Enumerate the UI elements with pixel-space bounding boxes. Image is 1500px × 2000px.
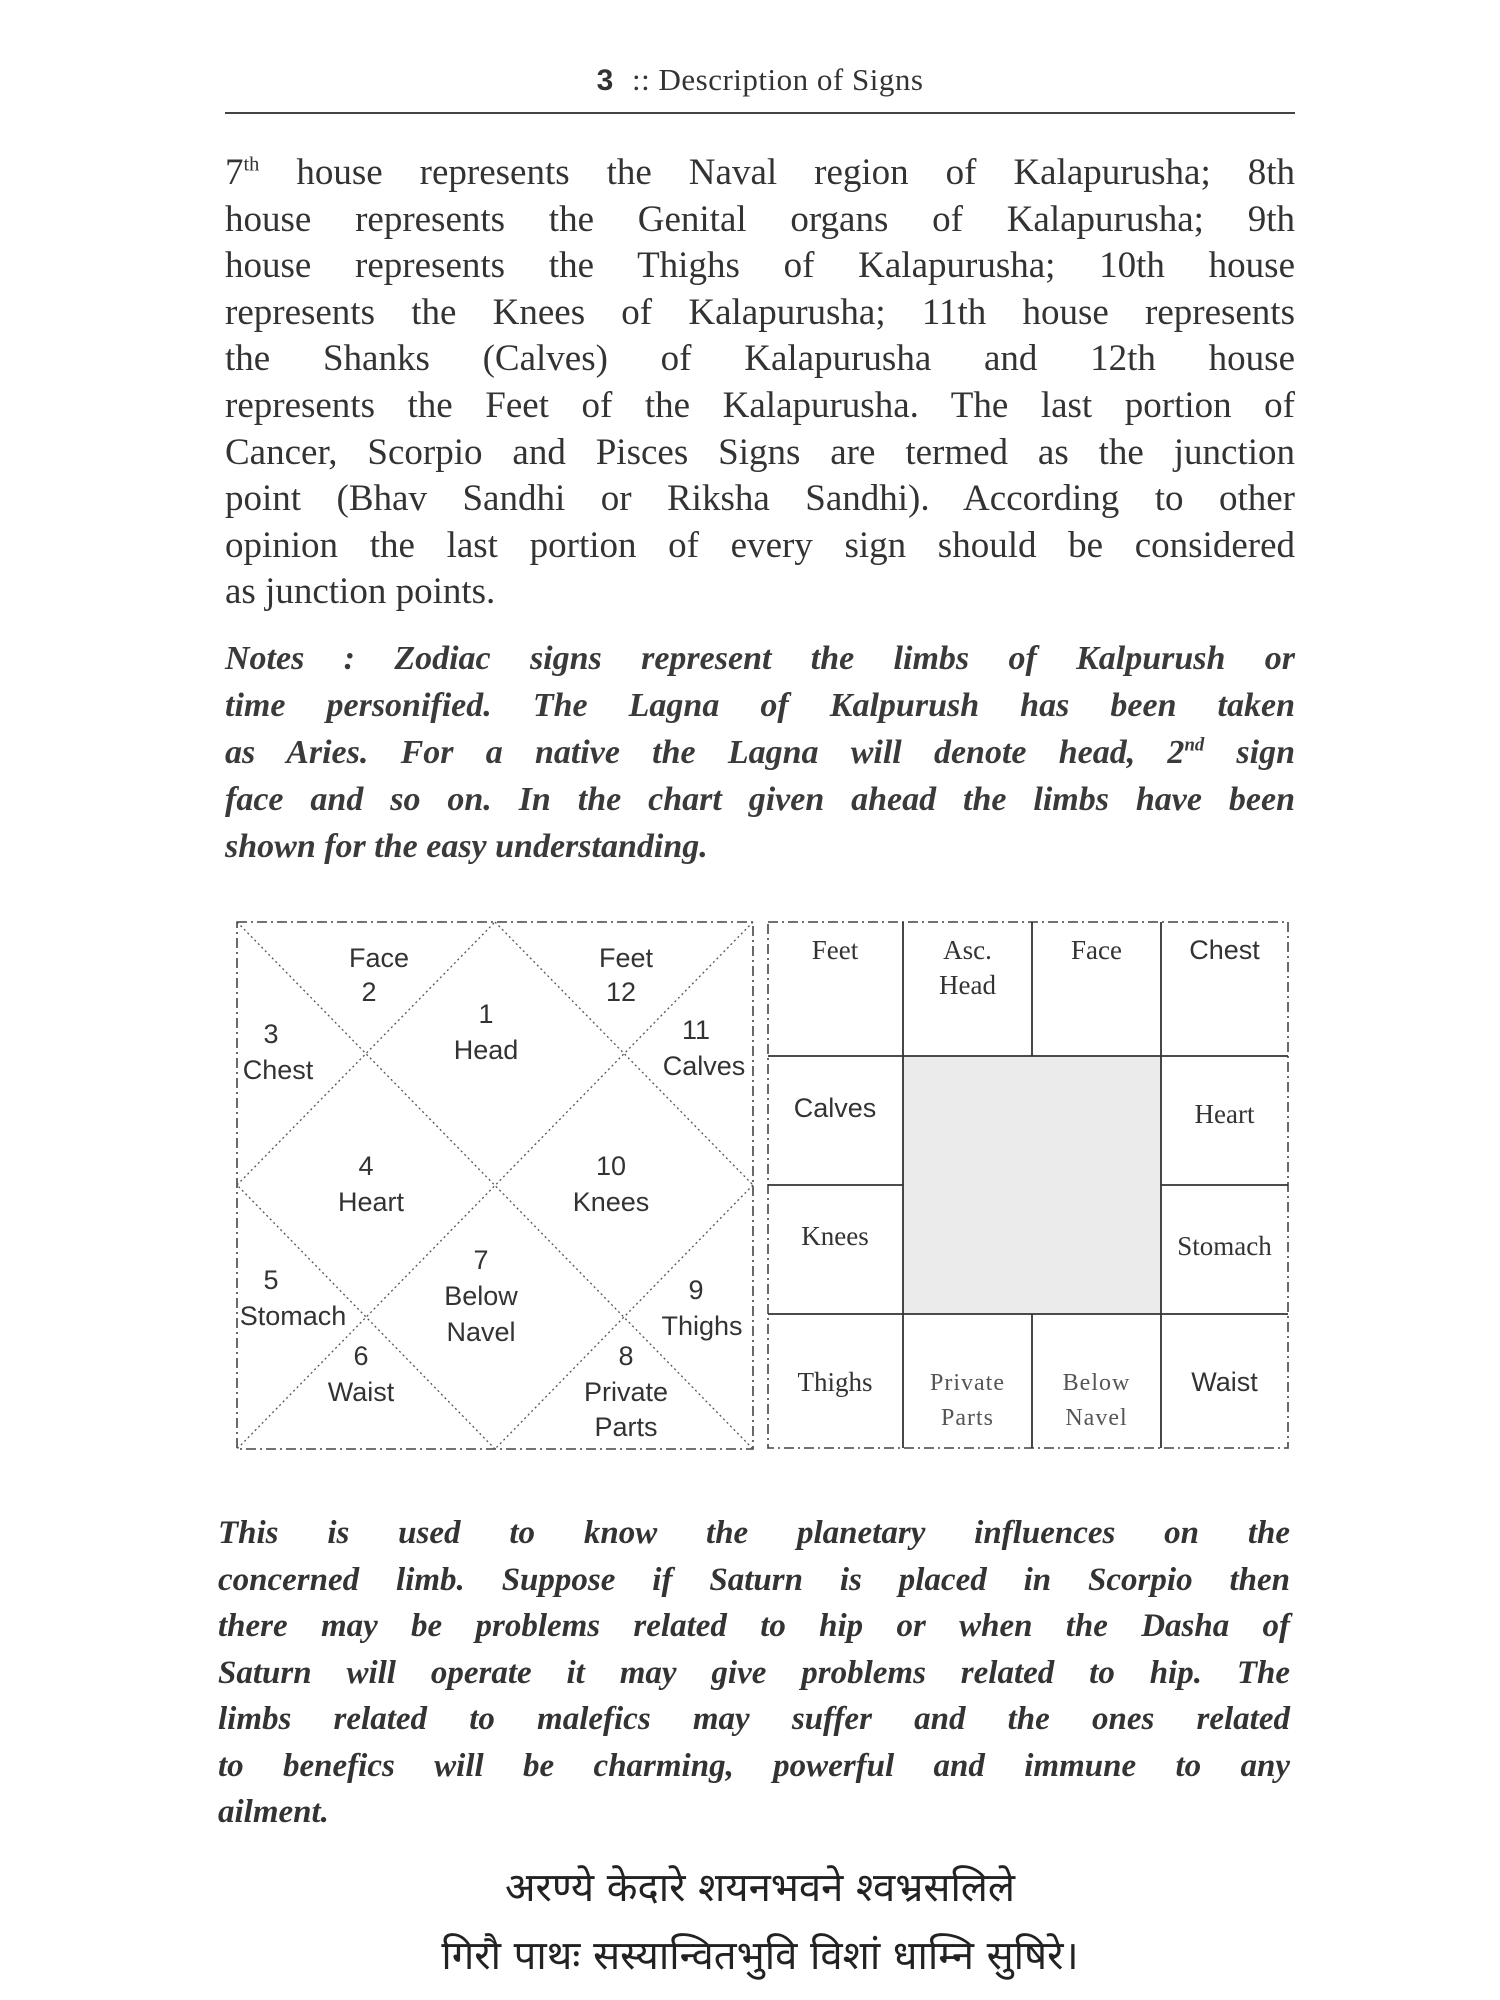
paragraph-line: represents the Feet of the Kalapurusha. The last portion of — [225, 384, 1295, 426]
chapter-title: Description of Signs — [658, 62, 924, 97]
page-number: 3 — [596, 64, 614, 97]
north-house-2-number: 2 — [361, 977, 377, 1007]
bottom-line: Saturn will operate it may give problems related to hip. The — [218, 1654, 1290, 1691]
paragraph-line: represents the Knees of Kalapurusha; 11th house represents — [225, 291, 1295, 333]
south-cell-taurus: Face — [1071, 935, 1122, 965]
paragraph-line: opinion the last portion of every sign should be considered — [225, 524, 1295, 566]
header-rule — [225, 112, 1295, 114]
notes-paragraph — [225, 635, 1295, 870]
north-house-4-limb: Heart — [337, 1187, 405, 1217]
bottom-line: concerned limb. Suppose if Saturn is placed in Scorpio then — [218, 1561, 1290, 1598]
south-cell-scorpio: Private — [930, 1370, 1005, 1396]
south-cell-aries: Asc. — [943, 935, 992, 965]
north-house-1-limb: Head — [453, 1035, 519, 1065]
notes-line: shown for the easy understanding. — [225, 828, 708, 865]
south-cell-gemini: Chest — [1189, 935, 1260, 965]
north-house-8-number: 8 — [618, 1341, 634, 1371]
south-cell-sagittarius: Thighs — [797, 1367, 873, 1397]
north-house-11-limb: Calves — [662, 1051, 746, 1081]
north-house-7-limb: Navel — [446, 1317, 516, 1347]
north-house-7-limb: Below — [444, 1281, 518, 1311]
north-house-11-number: 11 — [681, 1015, 711, 1045]
bottom-paragraph — [218, 1510, 1290, 1836]
bottom-line: there may be problems related to hip or when the Dasha of — [218, 1608, 1290, 1644]
north-house-3-number: 3 — [263, 1019, 279, 1049]
north-house-4-number: 4 — [358, 1151, 374, 1181]
north-house-12-limb: Feet — [598, 943, 654, 973]
paragraph-line: as junction points. — [225, 571, 496, 613]
south-chart-center — [903, 1056, 1161, 1314]
paragraph-line: the Shanks (Calves) of Kalapurusha and 12th house — [225, 338, 1295, 380]
north-house-10-limb: Knees — [572, 1187, 650, 1217]
paragraph-line: Cancer, Scorpio and Pisces Signs are termed as the junction — [225, 431, 1295, 473]
north-house-10-number: 10 — [595, 1151, 627, 1181]
north-indian-chart — [236, 921, 756, 1451]
north-house-9-limb: Thighs — [661, 1311, 743, 1341]
paragraph-line: point (Bhav Sandhi or Riksha Sandhi). According to other — [225, 478, 1295, 520]
running-header — [225, 62, 1295, 112]
sanskrit-verse-line-2: गिरौ पाथः सस्यान्वितभुवि विशां धाम्नि सुषिरे। — [441, 1933, 1079, 1979]
notes-line: face and so on. In the chart given ahead the limbs have been — [225, 781, 1295, 818]
notes-line: as Aries. For a native the Lagna will denote head, 2nd sign — [225, 734, 1295, 771]
north-house-5-limb: Stomach — [239, 1301, 347, 1331]
south-cell-capricorn: Knees — [801, 1221, 869, 1251]
south-cell-pisces: Feet — [811, 935, 859, 965]
bottom-line: This is used to know the planetary influences on the — [218, 1515, 1290, 1551]
north-house-6-number: 6 — [353, 1341, 369, 1371]
bottom-line: ailment. — [218, 1794, 329, 1830]
south-cell-libra: Below — [1062, 1370, 1131, 1396]
notes-line: time personified. The Lagna of Kalpurush has been taken — [225, 687, 1295, 724]
north-house-1-number: 1 — [478, 999, 494, 1029]
body-paragraph-houses — [225, 150, 1295, 616]
north-house-3-limb: Chest — [242, 1055, 314, 1085]
south-cell-virgo: Waist — [1191, 1367, 1258, 1397]
paragraph-line: 7th house represents the Naval region of Kalapurusha; 8th — [225, 152, 1295, 193]
north-house-8-limb: Parts — [594, 1412, 658, 1442]
header-separator: :: — [632, 62, 651, 97]
north-house-9-number: 9 — [688, 1275, 704, 1305]
south-cell-leo: Stomach — [1177, 1231, 1272, 1261]
north-house-2-limb: Face — [348, 943, 410, 973]
north-house-7-number: 7 — [473, 1245, 489, 1275]
north-house-5-number: 5 — [263, 1265, 279, 1295]
south-cell-scorpio: Parts — [941, 1405, 994, 1431]
north-house-12-number: 12 — [605, 977, 637, 1007]
south-cell-aries: Head — [939, 970, 996, 1000]
south-cell-libra: Navel — [1065, 1405, 1128, 1431]
sanskrit-verse-line-1: अरण्ये केदारे शयनभवने श्वभ्रसलिले — [504, 1865, 1016, 1911]
notes-line: Notes : Zodiac signs represent the limbs of Kalpurush or — [225, 640, 1295, 677]
bottom-line: to benefics will be charming, powerful and immune to any — [218, 1747, 1290, 1784]
south-indian-chart — [767, 921, 1291, 1451]
south-cell-aquarius: Calves — [793, 1093, 877, 1123]
north-house-6-limb: Waist — [327, 1377, 395, 1407]
north-house-8-limb: Private — [583, 1377, 669, 1407]
paragraph-line: house represents the Thighs of Kalapurusha; 10th house — [225, 245, 1295, 287]
paragraph-line: house represents the Genital organs of Kalapurusha; 9th — [225, 198, 1295, 240]
bottom-line: limbs related to malefics may suffer and the ones related — [218, 1701, 1290, 1737]
south-cell-cancer: Heart — [1194, 1099, 1255, 1129]
